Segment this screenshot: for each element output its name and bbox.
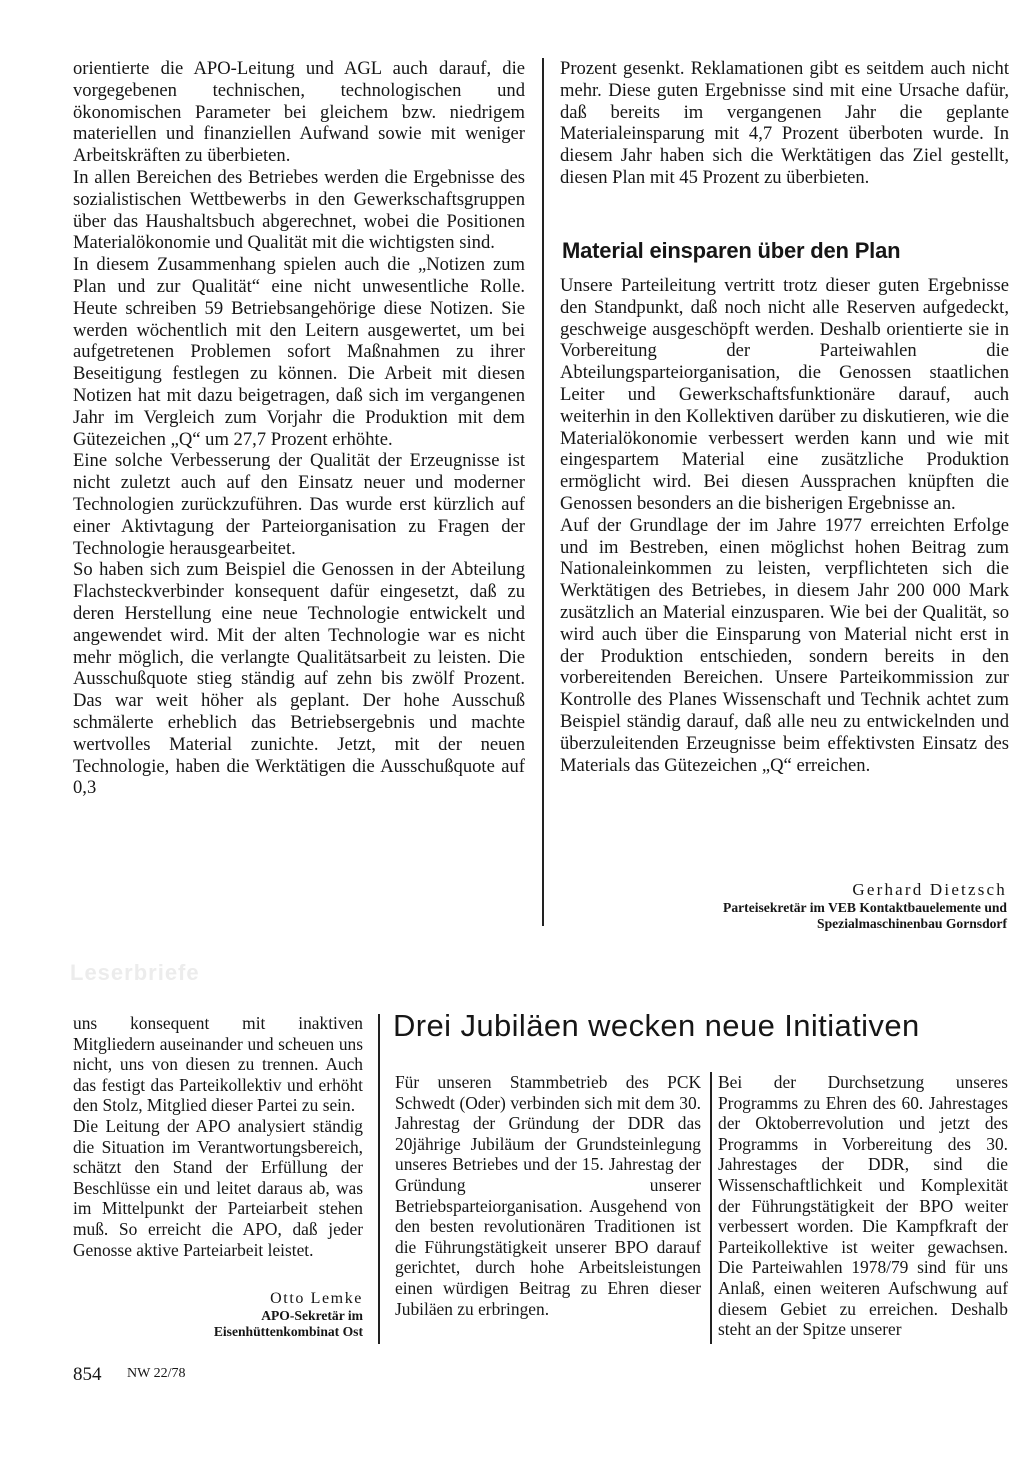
article1-column-left xyxy=(73,58,525,799)
faded-section-header: Leserbriefe xyxy=(70,960,200,985)
article-headline: Drei Jubiläen wecken neue Initiativen xyxy=(393,1008,920,1043)
subheading: Material einsparen über den Plan xyxy=(562,238,901,263)
column-divider xyxy=(710,1072,712,1344)
author-name: Otto Lemke xyxy=(270,1290,363,1307)
column-divider xyxy=(542,58,544,926)
paragraph: In diesem Zusammenhang spielen auch die „Notizen zum Plan und zur Qualität“ eine nicht unwesentliche Rolle. Heute schreiben 59 Betriebsangehörige diese Notizen. Sie werden wöchentlich mit den Leitern ausgewertet, um bei aufgetretenen Problemen sofort Maßnahmen zu ihrer Beseitigung festlegen zu können. Die Arbeit mit diesen Notizen hat mit dazu beigetragen, daß sich im vergangenen Jahr im Vergleich zum Vorjahr die Produktion mit dem Gütezeichen „Q“ um 27,7 Prozent erhöhte. xyxy=(73,254,525,450)
author-role: Parteisekretär im VEB Kontaktbauelemente und xyxy=(723,900,1007,915)
author-role: Eisenhüttenkombinat Ost xyxy=(213,1324,363,1339)
paragraph: Für unseren Stammbetrieb des PCK Schwedt (Oder) verbinden sich mit dem 30. Jahrestag der Gründung der DDR das 20jährige Jubiläum der Grundsteinlegung unseres Betriebes und der 15. Jahrestag der Gründung unserer Betriebsparteiorganisation. Ausgehend von den besten revolutionären Traditionen ist die Führungstätigkeit unserer BPO darauf gerichtet, durch hohe Arbeitsleistungen einen würdigen Beitrag zu Ehren dieser Jubiläen zu erbringen. xyxy=(395,1072,701,1319)
article1-column-right-body xyxy=(560,275,1009,776)
paragraph: Prozent gesenkt. Reklamationen gibt es seitdem auch nicht mehr. Diese guten Ergebnisse sind mit eine Ursache dafür, daß bereits im vergangenen Jahr die geplante Materialeinsparung mit 4,7 Prozent überboten wurde. In diesem Jahr haben sich die Werktätigen das Ziel gestellt, diesen Plan mit 45 Prozent zu überbieten. xyxy=(560,58,1009,188)
article1-column-right xyxy=(560,58,1009,189)
author-name: Gerhard Dietzsch xyxy=(852,880,1007,899)
paragraph: So haben sich zum Beispiel die Genossen in der Abteilung Flachsteckverbinder konsequent dafür eingesetzt, daß zu deren Herstellung eine neue Technologie entwickelt und angewendet wird. Mit der alten Technologie war es nicht mehr möglich, die verlangte Qualitätsarbeit zu leisten. Die Ausschußquote stieg ständig auf zehn bis zwölf Prozent. Das war weit höher als geplant. Der hohe Ausschuß schmälerte erheblich das Betriebsergebnis und machte wertvolles Material zunichte. Jetzt, mit der neuen Technologie, haben die Werktätigen die Ausschußquote auf 0,3 xyxy=(73,559,525,799)
paragraph: Bei der Durchsetzung unseres Programms zu Ehren des 60. Jahrestages der Oktoberrevolution und jetzt des Programms in Vorbereitung des 30. Jahrestages der DDR, sind die Wissenschaftlichkeit und Komplexität der Führungstätigkeit der BPO weiter verbessert worden. Die Kampfkraft der Parteikollektive ist weiter gewachsen. Die Parteiwahlen 1978/79 sind für uns Anlaß, einen weiteren Aufschwung auf diesem Gebiet zu erreichen. Deshalb steht an der Spitze unserer xyxy=(718,1072,1008,1340)
author-signature xyxy=(120,1290,363,1340)
article3-column-right xyxy=(718,1072,1008,1340)
paragraph: orientierte die APO-Leitung und AGL auch darauf, die vorgegebenen technischen, technologischen und ökonomischen Parameter bei gleichem bzw. niedrigem materiellen und finanziellen Aufwand sowie mit weniger Arbeitskräften zu überbieten. xyxy=(73,58,525,167)
author-role: APO-Sekretär im xyxy=(261,1308,363,1323)
paragraph: uns konsequent mit inaktiven Mitgliedern auseinander und scheuen uns nicht, uns von diesen zu trennen. Auch das festigt das Parteikollektiv und erhöht den Stolz, Mitglied dieser Partei zu sein. xyxy=(73,1013,363,1116)
article3-column-left xyxy=(395,1072,701,1319)
paragraph: In allen Bereichen des Betriebes werden die Ergebnisse des sozialistischen Wettbewerbs in den Gewerkschaftsgruppen über das Haushaltsbuch abgerechnet, wobei die Positionen Materialökonomie und Qualität mit die wichtigsten sind. xyxy=(73,166,525,254)
paragraph: Die Leitung der APO analysiert ständig die Situation im Verantwortungsbereich, schätzt den Stand der Erfüllung der Beschlüsse ein und leitet daraus ab, was im Mittelpunkt der Parteiarbeit stehen muß. So erreicht die APO, daß jeder Genosse aktive Parteiarbeit leistet. xyxy=(73,1115,363,1260)
paragraph: Auf der Grundlage der im Jahre 1977 erreichten Erfolge und im Bestreben, einen möglichst hohen Beitrag zum Nationaleinkommen zu leisten, verpflichteten sich die Werktätigen des Betriebes, in diesem Jahr 200 000 Mark zusätzlich an Material einzusparen. Wie bei der Qualität, so wird auch über die Einsparung von Material nicht erst in der Produktion entschieden, sondern bereits in den vorbereitenden Bereichen. Unsere Parteikommission zur Kontrolle des Planes Wissenschaft und Technik achtet zum Beispiel ständig darauf, daß alle neu zu entwickelnden und überzuleitenden Erzeugnisse beim effektivsten Einsatz des Materials das Gütezeichen „Q“ erreichen. xyxy=(560,514,1009,776)
author-signature xyxy=(587,880,1007,932)
column-divider xyxy=(378,1014,380,1344)
issue-label: NW 22/78 xyxy=(127,1366,186,1381)
author-role: Spezialmaschinenbau Gornsdorf xyxy=(817,916,1007,931)
paragraph: Unsere Parteileitung vertritt trotz dieser guten Ergebnisse den Standpunkt, daß noch nicht alle Reserven aufgedeckt, geschweige ausgeschöpft werden. Deshalb orientierte sie in Vorbereitung der Parteiwahlen die Abteilungsparteiorganisation, die Genossen staatlichen Leiter und Gewerkschaftsfunktionäre darauf, auch weiterhin in den Kollektiven darüber zu diskutieren, wie die Materialökonomie verbessert werden kann und wie mit eingespartem Material eine zusätzliche Produktion ermöglicht wird. Bei diesen Aussprachen knüpften die Genossen besonders an die bisherigen Ergebnisse an. xyxy=(560,275,1009,514)
article2-column xyxy=(73,1013,363,1260)
page-number: 854 xyxy=(73,1364,102,1385)
paragraph: Eine solche Verbesserung der Qualität der Erzeugnisse ist nicht zuletzt auch auf den Einsatz neuer und moderner Technologien zurückzuführen. Das wurde erst kürzlich auf einer Aktivtagung der Parteiorganisation zu Fragen der Technologie herausgearbeitet. xyxy=(73,450,525,559)
